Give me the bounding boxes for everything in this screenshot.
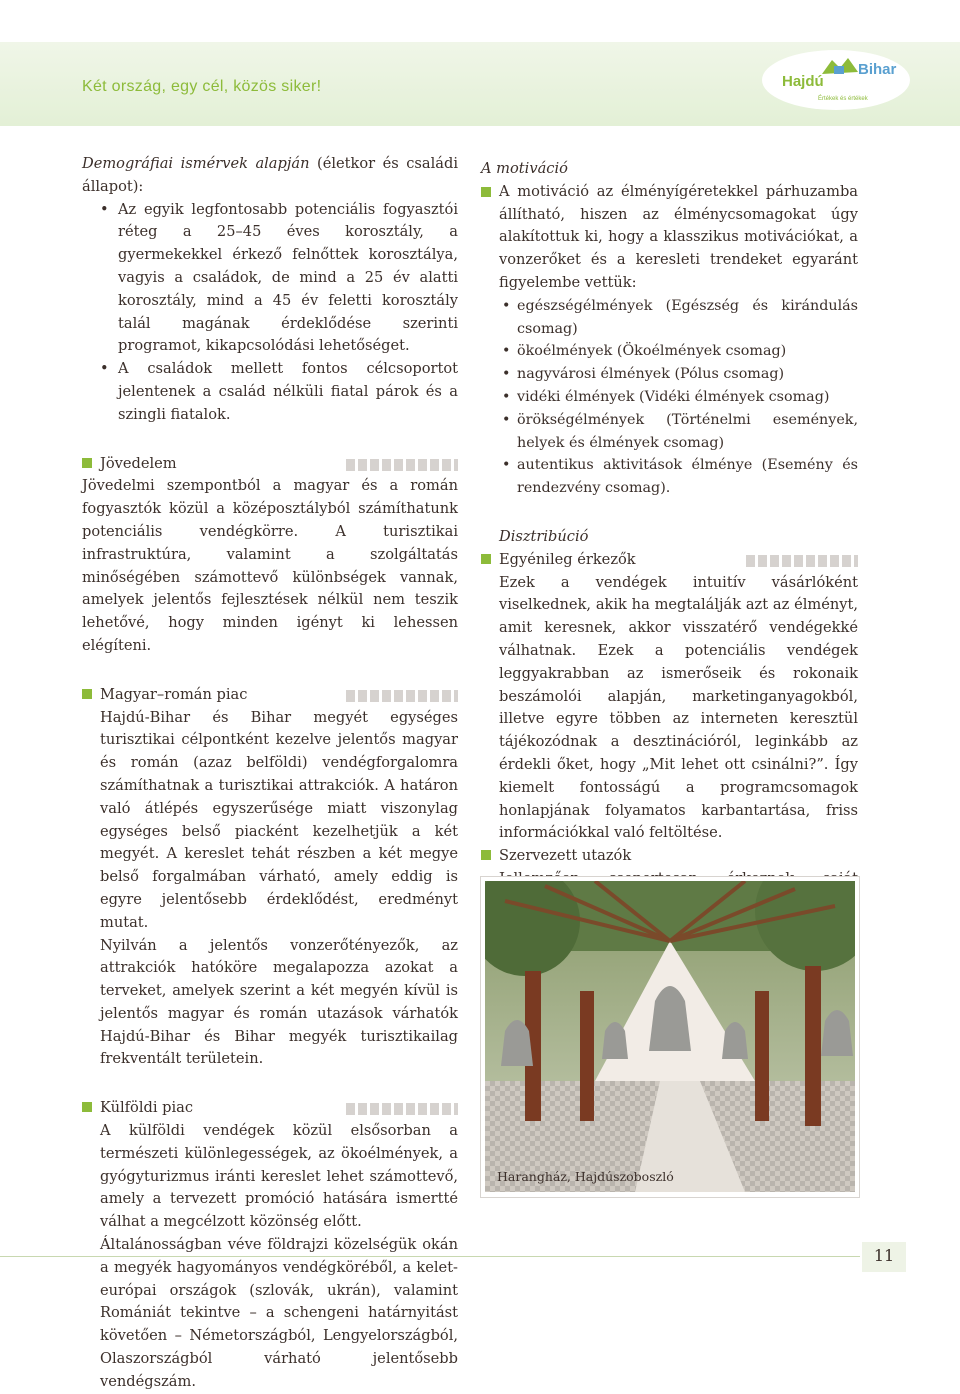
square-bullet-icon xyxy=(82,689,92,699)
section-heading-domestic-market xyxy=(82,684,458,707)
list-item: • egészségélmények (Egészség és kirándulás csomag) xyxy=(499,295,858,341)
section-heading-income xyxy=(82,453,458,476)
hajdu-bihar-logo xyxy=(760,44,912,110)
paragraph: Ezek a vendégek intuitív vásárlóként viselkednek, akik ha megtalálják azt az élményt, amit keresnek, akkor visszatérő vendégekké válhatnak. Ezek a potenciális vendégek leggyakrabban az ismerőseik és rokonaik beszámolói alapján, marketinganyagokból, illetve egyre többen az interneten keresztül tájékozódnak a desztinációról, leginkább az érdekli őket, hogy „Mit lehet ott csinálni?”. Így kiemelt fontosságú a programcsomagok honlapjának folyamatos karbantartása, friss információkkal való feltöltése. xyxy=(499,573,858,842)
demography-intro-rest: (életkor és családi állapot): xyxy=(82,155,458,195)
demography-bullets xyxy=(82,199,458,427)
paragraph: Általánosságban véve földrajzi közelségük okán a megyék hagyományos vendégköréből, a kelet-európai országok (szlovák, ukrán), valamint Romániát tekintve – a schengeni határnyitást követően – Németországból, Lengyelországból, Olaszországból várható jelentősebb vendégszám. xyxy=(100,1236,458,1390)
subheading-title: Szervezett utazók xyxy=(499,847,632,865)
header-tagline: Két ország, egy cél, közös siker! xyxy=(82,78,322,95)
section-title: Magyar–román piac xyxy=(100,685,248,703)
right-column xyxy=(481,158,858,936)
dash-divider xyxy=(746,555,858,567)
list-item: • örökségélmények (Történelmi események, helyek és élmények csomag) xyxy=(499,409,858,455)
demography-intro-italic: Demográfiai ismérvek alapján xyxy=(82,155,310,172)
motivation-title: A motiváció xyxy=(481,160,568,177)
motivation-bullets xyxy=(499,295,858,500)
list-item: • Az egyik legfontosabb potenciális fogyasztói réteg a 25–45 éves korosztály, a gyermekekkel érkező felnőttek korosztálya, vagyis a családok, de mind a 25 év alatti korosztály, mind a 45 év feletti korosztály talál magának érdeklődése szerinti programot, kikapcsolódási lehetőséget. xyxy=(82,199,458,359)
list-item: • nagyvárosi élmények (Pólus csomag) xyxy=(499,363,858,386)
photo-caption: Harangház, Hajdúszoboszló xyxy=(497,1169,674,1184)
square-bullet-icon xyxy=(82,1102,92,1112)
motivation-block xyxy=(481,181,858,295)
subheading-title: Egyénileg érkezők xyxy=(499,550,636,568)
paragraph: Nyilván a jelentős vonzerőtényezők, az attrakciók hatóköre megalapozza azokat a terveket, amelyek szerint a két megyén kívül is jelentős magyar és román utazások várhatók Hajdú-Bihar és Bihar megyék turisztikailag frekventált területein. xyxy=(100,936,458,1068)
logo-word-2: Bihar xyxy=(858,61,897,78)
dash-divider xyxy=(346,459,458,471)
paragraph: Jövedelmi szempontból a magyar és a román fogyasztók közül a középosztályból számíthatunk potenciális vendégkörre. A turisztikai infrastruktúra, valamint a szolgáltatás minőségében számottevő különbségek vannak, amelyek jelentős fejlesztések nélkül nem teszik lehetővé, hogy minden igényt ki lehessen elégíteni. xyxy=(82,477,458,654)
page-number: 11 xyxy=(873,1246,895,1265)
square-bullet-icon xyxy=(82,458,92,468)
subheading-organized xyxy=(481,845,858,868)
subheading-individual xyxy=(481,549,858,572)
list-item: • autentikus aktivitások élménye (Esemény és rendezvény csomag). xyxy=(499,454,858,500)
square-bullet-icon xyxy=(481,187,491,197)
bell-house-photo xyxy=(485,881,855,1192)
paragraph: Hajdú-Bihar és Bihar megyét egységes turisztikai célpontként kezelve jelentős magyar és román (azaz belföldi) vendégforgalomra számíthatnak a turisztikai attrakciók. A határon való átlépés egyszerűsége miatt viszonylag egységes belső piacként kezelhetjük a két megyét. A kereslet tehát részben a két megye belső forgalmában várható, amely eddig is egyre jelentősebb érdeklődést, eredményt mutat. xyxy=(100,708,458,931)
demography-intro xyxy=(82,153,458,199)
list-item: • vidéki élmények (Vidéki élmények csomag) xyxy=(499,386,858,409)
logo-sub: Értékek és értékek xyxy=(818,96,868,102)
section-title: Jövedelem xyxy=(100,454,177,472)
distribution-title: Disztribúció xyxy=(499,527,589,545)
motivation-text: A motiváció az élményígéretekkel párhuzamba állítható, hiszen az élménycsomagokat úgy alakítottuk ki, hogy a klasszikus motivációkat, a vonzerőket és a keresleti trendeket egyaránt figyelembe vettük: xyxy=(499,182,858,291)
square-bullet-icon xyxy=(481,850,491,860)
dash-divider xyxy=(346,1103,458,1115)
list-item: • A családok mellett fontos célcsoportot jelentenek a család nélküli fiatal párok és a szingli fiatalok. xyxy=(82,358,458,426)
dash-divider xyxy=(346,690,458,702)
left-column xyxy=(82,153,458,1394)
photo-frame xyxy=(480,876,860,1198)
paragraph: A külföldi vendégek közül elsősorban a természeti különlegességek, az ökoélmények, a gyógyturizmus iránti kereslet lehet számottevő, amely a tervezett promóció hatására ismertté válhat a megcélzott közönség előtt. xyxy=(100,1122,458,1231)
section-title: Külföldi piac xyxy=(100,1099,194,1117)
square-bullet-icon xyxy=(481,554,491,564)
footer-rule xyxy=(0,1256,860,1257)
list-item: • ökoélmények (Ökoélmények csomag) xyxy=(499,340,858,363)
logo-word-1: Hajdú xyxy=(782,73,824,90)
section-heading-foreign-market xyxy=(82,1097,458,1120)
